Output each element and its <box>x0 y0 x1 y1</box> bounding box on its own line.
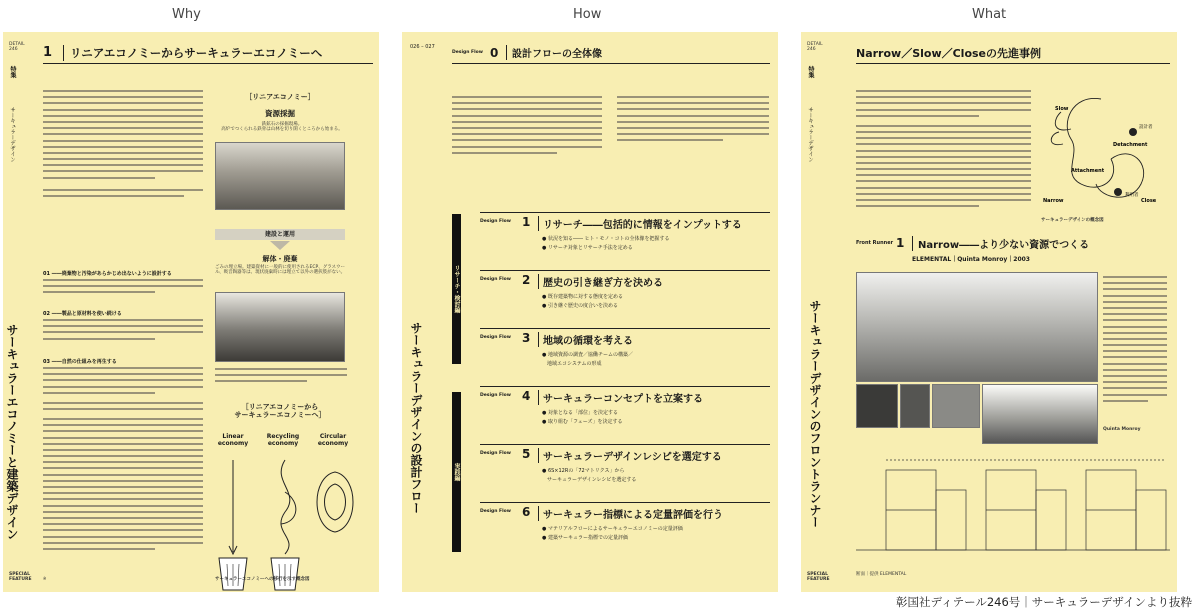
linear-economy-heading: ［リニアエコノミー］ <box>245 93 315 101</box>
economy-label-linear: Linear economy <box>217 433 249 447</box>
why-subhead-1: 01 ――廃棄物と汚染があらかじめ出ないように設計する <box>43 271 172 277</box>
what-title: Narrow／Slow／Closeの先進事例 <box>856 46 1042 60</box>
why-title: リニアエコノミーからサーキュラーエコノミーへ <box>63 45 322 61</box>
how-vertical-title: サーキュラーデザインの設計フロー <box>409 322 423 514</box>
linear-to-circular-heading: ［リニアエコノミーから サーキュラーエコノミーへ］ <box>234 403 326 420</box>
stage-resource: 資源採掘 <box>265 109 295 118</box>
flow-step-1: Design Flow 1 リサーチ――包括的に情報をインプットする ● 状況を知る―― ヒト・モノ・コトの全体像を把握する ● リサーチ対象とリサーチ手法を定める <box>480 212 770 262</box>
mine-photo <box>215 142 345 210</box>
flow-step-3: Design Flow 3 地域の循環を考える ● 地域資源の調査／協働チームの構築／ 地域エコシステムの形成 <box>480 328 770 378</box>
why-footnote: ※ <box>43 576 47 581</box>
diagram-label-close: Close <box>1141 198 1157 204</box>
stage-build: 建設と運用 <box>215 229 345 240</box>
phase-practice: 実践編 <box>452 392 461 552</box>
photo-credit: Quinta Monroy <box>1103 427 1141 432</box>
spread-how <box>402 32 778 592</box>
what-vertical-title: サーキュラーデザインのフロントランナー <box>808 300 822 528</box>
diagram-label-detachment: Detachment <box>1113 142 1148 148</box>
column-label-what: What <box>972 7 1007 22</box>
drawing-caption: 断面｜提供 ELEMENTAL <box>856 572 907 577</box>
section-drawing <box>856 450 1170 568</box>
economy-label-circular: Circular economy <box>317 433 349 447</box>
concept-diagram <box>1041 84 1171 216</box>
front-runner-number: 1 <box>896 236 905 250</box>
what-bottom-left: SPECIAL FEATURE <box>807 572 830 583</box>
source-caption: 彰国社ディテール246号｜サーキュラーデザインより抜粋 <box>896 595 1192 609</box>
why-subhead-3: 03 ――自然の仕組みを再生する <box>43 359 117 365</box>
how-intro-text-1 <box>452 96 602 158</box>
what-side-label: サーキュラーデザイン <box>807 107 813 162</box>
diagram-label-narrow: Narrow <box>1043 198 1064 204</box>
economy-label-recycling: Recycling economy <box>266 433 300 447</box>
what-feature-tag: 特集 <box>807 66 814 78</box>
how-title: 設計フローの全体像 <box>506 45 602 60</box>
economy-diagram-caption: サーキュラーエコノミーへの移行を示す概念図 <box>215 577 310 582</box>
diagram-label-designer: 設計者 <box>1139 125 1153 130</box>
spread-why <box>3 32 379 592</box>
why-bottom-left: SPECIAL FEATURE <box>9 572 32 583</box>
diagram-label-user: 利用者 <box>1125 193 1139 198</box>
landfill-photo <box>215 292 345 362</box>
spread-what <box>801 32 1177 592</box>
quinta-monroy-photo <box>856 272 1098 382</box>
interior-photo-1 <box>856 384 898 428</box>
stage-demolish: 解体・廃棄 <box>262 255 298 263</box>
how-page-number: 026 – 027 <box>410 44 435 50</box>
why-number: 1 <box>43 45 53 60</box>
stage-demolish-note: ごみの埋立場。建築資材に一般的に使用されるECP、グラスウール、吸音陶器等は、現状廃棄時には埋立て以外の選択肢がない。 <box>215 265 346 276</box>
flow-step-4: Design Flow 4 サーキュラーコンセプトを立案する ● 対象となる「部位」を決定する ● 取り組む「フェーズ」を決定する <box>480 386 770 436</box>
diagram-label-slow: Slow <box>1055 106 1069 112</box>
stage-resource-note: 鉄鉱石の採掘現場。 高炉でつくられる鉄骨は山林を切り開くところから始まる。 <box>221 122 343 133</box>
column-label-why: Why <box>172 7 201 22</box>
what-body-text <box>1103 276 1167 406</box>
user-icon <box>1114 188 1122 196</box>
how-flow-tag: Design Flow <box>452 50 483 55</box>
concept-diagram-caption: サーキュラーデザインの概念図 <box>1041 218 1104 223</box>
front-runner-tag: Front Runner <box>856 240 894 246</box>
flow-step-5: Design Flow 5 サーキュラーデザインレシピを選定する ● 6S×12Rの「72マトリクス」から サーキュラーデザインレシピを選定する <box>480 444 770 494</box>
down-arrow-icon <box>270 241 290 250</box>
why-body-text-1 <box>43 90 203 201</box>
phase-research: リサーチ・検討編 <box>452 214 461 364</box>
how-number: 0 <box>490 45 499 60</box>
interior-photo-3 <box>932 384 980 428</box>
front-runner-subtitle: ELEMENTAL｜Quinta Monroy｜2003 <box>912 256 1030 263</box>
why-vertical-title: サーキュラーエコノミーと建築デザイン <box>5 324 19 540</box>
flow-step-6: Design Flow 6 サーキュラー指標による定量評価を行う ● マテリアルフローによるサーキュラーエコノミーの定量評価 ● 建築サーキュラー指標での定量評価 <box>480 502 770 552</box>
flow-step-2: Design Flow 2 歴史の引き継ぎ方を決める ● 既存建築物に対する態度を定める ● 引き継ぐ歴史の度合いを決める <box>480 270 770 320</box>
front-runner-title: Narrow――より少ない資源でつくる <box>912 236 1089 251</box>
column-label-how: How <box>573 7 602 22</box>
why-header <box>43 42 373 64</box>
exterior-photo <box>982 384 1098 444</box>
interior-photo-2 <box>900 384 930 428</box>
how-header <box>452 42 770 64</box>
designer-icon <box>1129 128 1137 136</box>
how-intro-text-2 <box>617 96 769 146</box>
what-header <box>856 42 1170 64</box>
diagram-label-attachment: Attachment <box>1071 168 1105 174</box>
what-side-top: DETAIL 246 <box>807 42 823 53</box>
front-runner-header <box>856 232 1170 254</box>
why-feature-tag: 特集 <box>9 66 16 78</box>
why-subhead-2: 02 ――製品と原材料を使い続ける <box>43 311 122 317</box>
why-side-label: サーキュラーデザイン <box>9 107 15 162</box>
why-side-top: DETAIL 246 <box>9 42 25 53</box>
what-intro-text <box>856 90 1031 211</box>
economy-diagram <box>211 452 359 592</box>
photo-credit-text <box>215 368 347 387</box>
